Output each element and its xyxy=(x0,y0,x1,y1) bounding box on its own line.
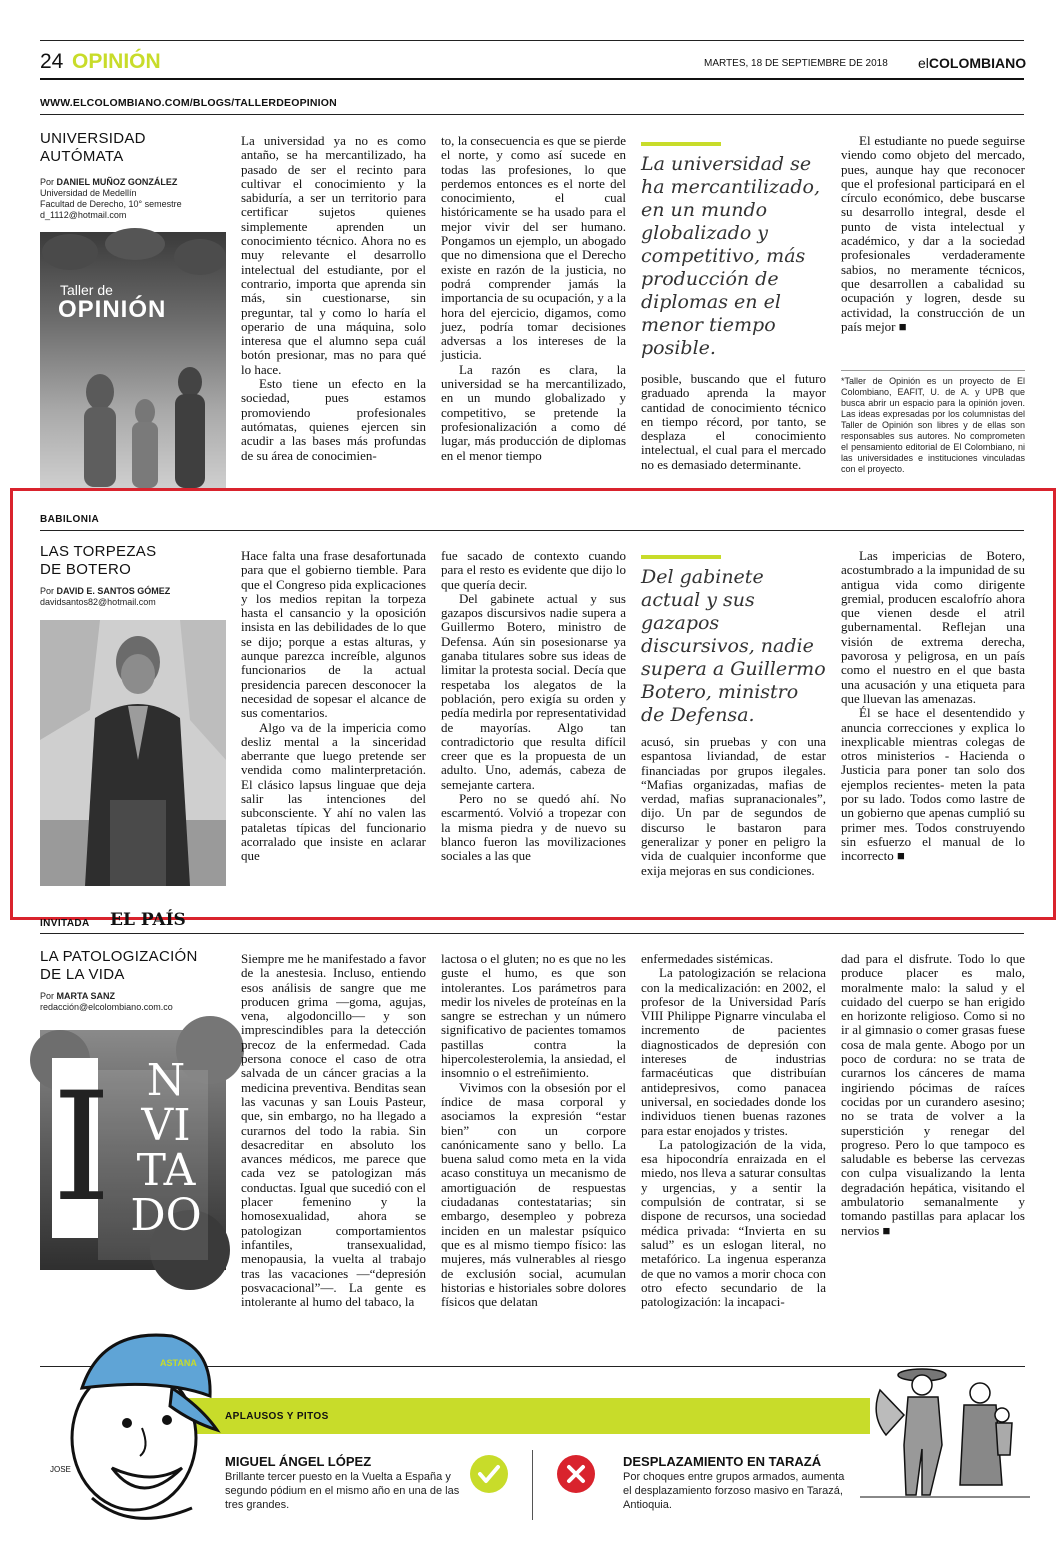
paragraph: enfermedades sistémicas. xyxy=(641,951,774,966)
x-icon xyxy=(557,1455,595,1493)
paragraph: Siempre me he manifestado a favor de la anestesia. Incluso, entiendo esos análisis de sangre que me producen grima —goma, agujas, vena, algodoncillo— y son imprescindibles para la detección precoz de la enfermedad. Cada persona conoce el caso de otra salvada de un cáncer gracias a la medicina preventiva. Benditas sean las vacunas y san Louis Pasteur, que, sin embargo, no ha llegado a curarnos del todo la rabia. Sin desacreditar en absoluto los avances médicos, me parece que cada vez se patologizan más conductas. Igual que sucedió con el placer femenino y la homosexualidad, ahora se patologizan comportamientos infantiles, transexualidad, menopausia, la vuelta al trabajo tras las vacaciones —“depresión posvacacional”—. La gente es intolerante al humo del tabaco, la xyxy=(241,951,426,1310)
blog-url[interactable]: WWW.ELCOLOMBIANO.COM/BLOGS/TALLERDEOPINION xyxy=(40,97,337,109)
paragraph: La patologización de la vida, esa hipocondría enraizada en el miedo, nos lleva a saturar consultas y urgencias, y a sentir la compulsión de contratar, si se dispone de recursos, una sociedad médica privada: “Invierta en su salud” es un eslogan literal, no metafórico. La ingenua esperanza de que no vamos a morir choca con otro efecto secundario de la patologización: la incapaci- xyxy=(641,1136,826,1310)
caricature-miguel-angel-lopez xyxy=(42,1318,222,1538)
article2-author: DAVID E. SANTOS GÓMEZ xyxy=(56,586,171,596)
paragraph: Él se hace el desentendido y anuncia correcciones y explica lo inexplicable mientras colegas de otros ministerios - Hacienda o Justicia para poner tan solo dos ejemplos recientes- meten la pata por su lado. Todos como lastre de un gobierno que apenas cumplió su primer mes. Todos construyendo sin esfuerzo el manual de lo incorrecto ■ xyxy=(841,706,1025,863)
paragraph: Algo va de la impericia como desliz mental a la sinceridad aberrante que luego pretende ser vendida como malinterpretación. El clásico lapsus linguae que deja salir las intenciones del subconsciente. Y ahí no valen las pataletas típicas del funcionario acorralado que insiste en aclarar que xyxy=(241,719,426,864)
article2-column-2 xyxy=(441,549,626,893)
article1-column-3 xyxy=(641,372,826,489)
invitado-big-i: I xyxy=(52,1058,98,1238)
article1-email[interactable]: d_1112@hotmail.com xyxy=(40,210,127,220)
paragraph: Las impericias de Botero, acostumbrado a la impunidad de su antigua vida como dirigente gremial, producen escalofrío ahora que vienen desde el atril gubernamental. Reflejan una visión de extrema derecha, pavorosa y peligrosa, en un país como el nuestro en el que basta una acusación y una etiqueta para que lluevan las amenazas. xyxy=(841,548,1025,706)
article1-title-line1: UNIVERSIDAD xyxy=(40,130,146,147)
article1-pull-quote: La universidad se ha mercantilizado, en un mundo globalizado y competitivo, más producción de diplomas en el menor tiempo posible. xyxy=(641,153,826,360)
paragraph: Hace falta una frase desafortunada para que el gobierno tiemble. Para que el Congreso pida explicaciones y los medios repitan la torpeza hasta el cansancio y la oposición insista en las debilidades de lo que se dijo; porque a estas alturas, y aunque parezca increíble, algunos funcionarios de la actual presidencia parecen desconocer la necesidad de sopesar el alcance de sus comentarios. xyxy=(241,548,426,721)
paragraph: El estudiante no puede seguirse viendo como objeto del mercado, pues, aunque hay que reconocer que el profesional participará en el círculo económico, debe buscarse su desarrollo integral, desde el punto de vista intelectual y académico, y dar a la sociedad profesionales verdaderamente sabios, no meramente técnicos, que desarrollen a cabalidad su ocupación y logren, desde su actividad, la construcción de un país mejor ■ xyxy=(841,134,1025,334)
article2-column-3 xyxy=(641,735,826,893)
section-name: OPINIÓN xyxy=(72,50,161,73)
article1-title-line2: AUTÓMATA xyxy=(40,148,124,165)
article2-title xyxy=(40,543,230,579)
article3-column-4 xyxy=(841,952,1025,1282)
check-icon xyxy=(470,1455,508,1493)
miguel-angel-lopez-text: Brillante tercer puesto en la Vuelta a España y segundo pódium en el mismo año en una de las tres grandes. xyxy=(225,1471,460,1511)
article3-title xyxy=(40,948,235,984)
paragraph: Esto tiene un efecto en la sociedad, pues estamos promoviendo profesionales autómatas, quienes ejercen sin acudir a las bases más profundas de su área de conocimien- xyxy=(241,376,426,463)
taraza-title: DESPLAZAMIENTO EN TARAZÁ xyxy=(623,1454,822,1469)
paragraph: La razón es clara, la universidad se ha mercantilizado, en un mundo globalizado y competitivo, se pretende la profesionalización a como dé lugar, más producción de diplomas en el menor tiempo xyxy=(441,361,626,463)
paragraph: to, la consecuencia es que se pierde el norte, y como así sucede en todas las profesiones, lo que perdemos entonces es el norte del conocimiento, el cual históricamente se ha usado para el mejor vivir del ser humano. Pongamos un ejemplo, un abogado que no dimensiona que el Derecho existe en razón de la justicia, no podrá comprender jamás la importancia de su ocupación, y a la hora del ejercicio, digamos, como juez, podría tomar decisiones adversas a los intereses de la justicia. xyxy=(441,133,626,363)
article1-author: DANIEL MUÑOZ GONZÁLEZ xyxy=(56,177,178,187)
article1-affiliation1: Universidad de Medellín xyxy=(40,188,137,198)
by-prefix: Por xyxy=(40,991,55,1001)
masthead-prefix: el xyxy=(918,55,929,71)
babilonia-label: BABILONIA xyxy=(40,514,100,525)
paragraph: posible, buscando que el futuro graduado aprenda la mayor cantidad de conocimiento técnico en tiempo récord, por tanto, se desplaza el conocimiento intelectual, el cual para el mercado no es demasiado determinante. xyxy=(641,371,826,472)
article3-title-line1: LA PATOLOGIZACIÓN xyxy=(40,948,198,965)
invitado-letter: TA xyxy=(136,1145,196,1196)
taller-footnote: *Taller de Opinión es un proyecto de El Colombiano, EAFIT, U. de A. y UPB que busca abrir un espacio para la opinión joven. Las ideas expresadas por los columnistas del Taller de Opinión son libres y de ellas son responsables sus autores. No comprometen el pensamiento editorial de El Colombiano, ni las universidades e instituciones vinculadas con el proyecto. xyxy=(841,376,1025,474)
article3-column-3 xyxy=(641,952,826,1360)
article1-column-1 xyxy=(241,134,426,489)
invitado-letter: DO xyxy=(130,1190,202,1241)
article2-column-4 xyxy=(841,549,1025,893)
invitado-graphic xyxy=(40,1030,226,1270)
article3-title-line2: DE LA VIDA xyxy=(40,966,125,983)
paragraph: Del gabinete actual y sus gazapos discursivos nadie supera a Guillermo Botero, ministro de Defensa. Aún sin posesionarse ya ganaba titulares sobre sus ideas de limitar la protesta social. Decía que respetaba los alegatos de la población, pero exigía su orden y pedía medirla por representatividad de mayorías. Algo tan contradictorio que resulta difícil creer que es la propuesta de un adulto. Uno, además, cabeza de semejante cartera. xyxy=(441,590,626,792)
paragraph: Pero no se quedó ahí. No escarmentó. Volvió a tropezar con la misma piedra y de nuevo su blanco fueron las movilizaciones sociales a las que xyxy=(441,791,626,864)
invitado-letter: N xyxy=(146,1055,186,1106)
paragraph: acusó, sin pruebas y con una espantosa liviandad, de estar financiadas por grupos ilegales. “Mafias organizadas, mafias de verdad, mafias supranacionales”, dijo. Un par de segundos de discurso le bastaron para generalizar y poner en peligro la vida de cualquier inconforme que exija mejoras en sus condiciones. xyxy=(641,734,826,878)
article2-byline xyxy=(40,586,235,608)
cartoonist-signature: JOSE xyxy=(50,1465,71,1474)
paragraph: fue sacado de contexto cuando para el resto es evidente que dijo lo que quería decir. xyxy=(441,548,626,592)
article2-email[interactable]: davidsantos82@hotmail.com xyxy=(40,597,156,607)
page-number: 24 xyxy=(40,50,64,73)
article1-column-4 xyxy=(841,134,1025,359)
author-photo xyxy=(40,620,226,886)
taller-caption-big: OPINIÓN xyxy=(58,296,167,323)
article1-byline xyxy=(40,177,235,221)
article3-email[interactable]: redacción@elcolombiano.com.co xyxy=(40,1002,173,1012)
miguel-angel-lopez-title: MIGUEL ÁNGEL LÓPEZ xyxy=(225,1454,372,1469)
article1-column-2 xyxy=(441,134,626,489)
masthead-brand: COLOMBIANO xyxy=(928,55,1027,71)
taraza-text: Por choques entre grupos armados, aumenta el desplazamiento forzoso masivo en Tarazá, Antioquia. xyxy=(623,1471,845,1511)
taller-caption-small: Taller de xyxy=(60,282,113,298)
article3-column-1 xyxy=(241,952,426,1360)
paragraph: La patologización se relaciona con la medicalización: en 2002, el profesor de la Universidad París VIII Philippe Pignarre vinculaba el incremento de pacientes diagnosticados de depresión con intereses de industrias farmacéuticas que distribuían antidepresivos, como panacea universal, en sociedades donde los individuos tienen buenas razones para estar enojados y tristes. xyxy=(641,965,826,1138)
masthead xyxy=(918,55,1026,71)
invitado-letters xyxy=(126,1055,206,1241)
article2-title-line2: DE BOTERO xyxy=(40,561,132,578)
article2-column-1 xyxy=(241,549,426,893)
article1-title xyxy=(40,130,230,166)
article3-byline xyxy=(40,991,235,1013)
article3-column-2 xyxy=(441,952,626,1360)
issue-date: MARTES, 18 DE SEPTIEMBRE DE 2018 xyxy=(704,58,888,69)
paragraph: dad para el disfrute. Todo lo que produce placer es malo, moralmente malo: la salud y el cuidado del cuerpo se han erigido en horizonte religioso. Como si no ir al gimnasio o comer grasas fuese cosa de mala gente. Abogo por un poco de cordura: no se trata de curarnos los cánceres de mama ingiriendo pócimas de raíces cocidas por un curandero asesino; no se trata de volver a la superstición y renegar del progreso. Pero lo que tampoco es saludable es beberse las cervezas con culpa visualizando la lenta degradación hepática, visitando el ambulatorio semanalmente y tomando pastillas para aplacar los nervios ■ xyxy=(841,952,1025,1238)
invitado-letter: VI xyxy=(141,1100,191,1151)
by-prefix: Por xyxy=(40,177,55,187)
aplausos-label: APLAUSOS Y PITOS xyxy=(225,1411,329,1422)
paragraph: lactosa o el gluten; no es que no les guste el humo, es que son intolerantes. Los parámetros para medir los niveles de proteínas en la sangre se estrechan y un número significativo de pacientes tomamos pastillas contra la hipercolesterolemia, la ansiedad, el insomnio o el estreñimiento. xyxy=(441,951,626,1081)
by-prefix: Por xyxy=(40,586,55,596)
paragraph: Vivimos con la obsesión por el índice de masa corporal y asociamos la expresión “estar bien” con un corpore canónicamente sano y bello. La buena salud como meta en la vida acaso constituya un mecanismo de amortiguación de respuestas ciudadanas contestatarias; sin embargo, desempleo y pobreza inciden en un malestar psíquico que es al mismo tiempo físico: las mujeres, más vulnerables al riesgo de exclusión social, acumulan historias e historiales sobre dolores físicos que delatan xyxy=(441,1079,626,1310)
cap-text: ASTANA xyxy=(160,1358,197,1368)
taller-opinion-photo xyxy=(40,232,226,488)
article1-affiliation2: Facultad de Derecho, 10° semestre xyxy=(40,199,182,209)
displaced-people-illustration xyxy=(860,1345,1030,1505)
el-pais-logo: EL PAÍS xyxy=(110,910,186,930)
paragraph: La universidad ya no es como antaño, se ha mercantilizado, ha pasado de ser el recinto para cultivar el conocimiento y la sabiduría, a ser un territorio para certificar sujetos quienes simplemente aprenden un conocimiento técnico. Ahora no es muy relevante el desarrollo intelectual del estudiante, por el contrario, importa que aprenda sin más, sin cuestionarse, sin preguntar, tal y como lo haría el operario de una máquina, solo interesa que el alumno sepa cuál botón presionar, mas no para qué lo hace. xyxy=(241,133,426,377)
article3-author: MARTA SANZ xyxy=(56,991,116,1001)
article2-pull-quote: Del gabinete actual y sus gazapos discursivos, nadie supera a Guillermo Botero, ministro de Defensa. xyxy=(641,566,826,726)
article2-title-line1: LAS TORPEZAS xyxy=(40,543,157,560)
invitada-label: INVITADA xyxy=(40,918,90,929)
